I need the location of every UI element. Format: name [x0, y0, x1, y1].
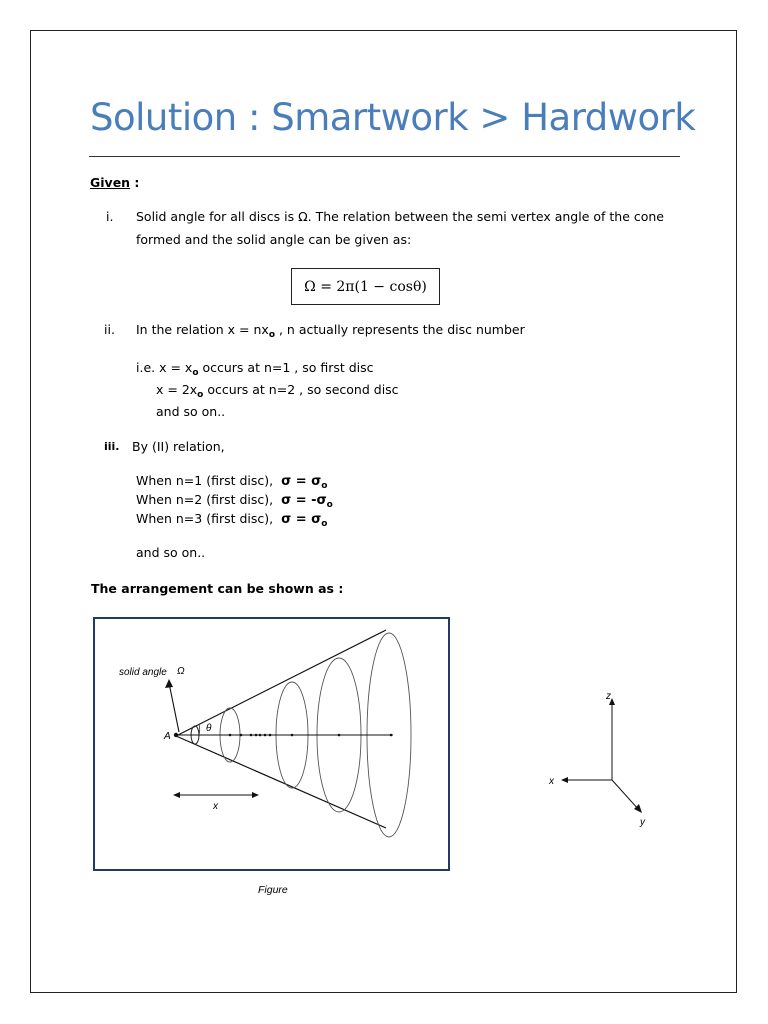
item-iii-number: iii. [104, 440, 120, 453]
axis-dot [229, 734, 232, 737]
and-so-on: and so on.. [136, 545, 206, 560]
ie1-sub: o [192, 368, 199, 378]
given-label: Given [90, 175, 131, 190]
ie-line3: and so on.. [156, 404, 226, 419]
x-distance-label: x [213, 801, 218, 812]
title-divider [89, 156, 680, 157]
z-axis-label: z [606, 691, 611, 702]
cone-figure [93, 617, 450, 871]
apex-label: A [164, 731, 171, 742]
cone-upper-edge [176, 630, 386, 736]
when3-sub: o [321, 519, 328, 529]
theta-arc [199, 724, 200, 735]
given-heading [90, 177, 139, 190]
item-ii-text [136, 322, 525, 340]
y-axis [612, 780, 639, 810]
when-line-2 [136, 492, 333, 510]
when2-sigma: σ = -σ [281, 493, 327, 508]
apex-point [174, 733, 178, 737]
figure-caption: Figure [258, 884, 288, 896]
when3-text: When n=3 (first disc), [136, 511, 274, 526]
when1-text: When n=1 (first disc), [136, 473, 274, 488]
x-arrowhead-right [252, 792, 259, 798]
coordinate-axes [535, 680, 665, 840]
axis-dot [291, 734, 294, 737]
arrangement-heading: The arrangement can be shown as : [91, 581, 344, 596]
ie1-post: occurs at n=1 , so first disc [198, 360, 374, 375]
cone-lower-edge [176, 736, 386, 828]
ie-line1 [136, 360, 374, 378]
ie2-post: occurs at n=2 , so second disc [203, 382, 399, 397]
theta-label: θ [206, 723, 212, 734]
item-iii-text: By (II) relation, [132, 439, 225, 454]
when2-sub: o [326, 500, 333, 510]
x-arrowhead-left [173, 792, 180, 798]
item-i-line1: Solid angle for all discs is Ω. The relation between the semi vertex angle of the cone [136, 209, 664, 224]
page-title: Solution : Smartwork > Hardwork [90, 96, 696, 139]
given-colon: : [130, 175, 140, 190]
when3-sigma: σ = σ [281, 512, 322, 527]
axis-dot [259, 734, 262, 737]
when-line-1 [136, 473, 328, 491]
ie-line2 [156, 382, 399, 400]
ie2-sub: o [197, 390, 204, 400]
solid-angle-label: solid angle [119, 667, 167, 678]
ie1-pre: i.e. x = x [136, 360, 193, 375]
axis-dot [264, 734, 267, 737]
x-arrowhead [561, 777, 568, 783]
item-ii-post: , n actually represents the disc number [275, 322, 525, 337]
axis-dot [338, 734, 341, 737]
axis-dot [255, 734, 258, 737]
omega-label: Ω [177, 666, 185, 677]
axis-dot [250, 734, 253, 737]
axis-dot [269, 734, 272, 737]
equation-box [291, 268, 440, 305]
item-ii-pre: In the relation x = nx [136, 322, 269, 337]
when1-sub: o [321, 481, 328, 491]
when-line-3 [136, 511, 328, 529]
when1-sigma: σ = σ [281, 474, 322, 489]
item-i-number: i. [106, 209, 114, 224]
solid-angle-arrowhead [165, 679, 173, 688]
solid-angle-arrow-shaft [169, 683, 179, 732]
axis-dot [240, 734, 243, 737]
item-ii-sub: o [268, 330, 275, 340]
equation: Ω = 2π(1 − cosθ) [304, 278, 427, 295]
ie2-pre: x = 2x [156, 382, 198, 397]
item-ii-number: ii. [104, 322, 115, 337]
axis-dot [390, 734, 393, 737]
cone-diagram [95, 619, 448, 869]
x-axis-label: x [549, 776, 554, 787]
when2-text: When n=2 (first disc), [136, 492, 274, 507]
item-i-line2: formed and the solid angle can be given as: [136, 232, 412, 247]
y-axis-label: y [640, 817, 645, 828]
